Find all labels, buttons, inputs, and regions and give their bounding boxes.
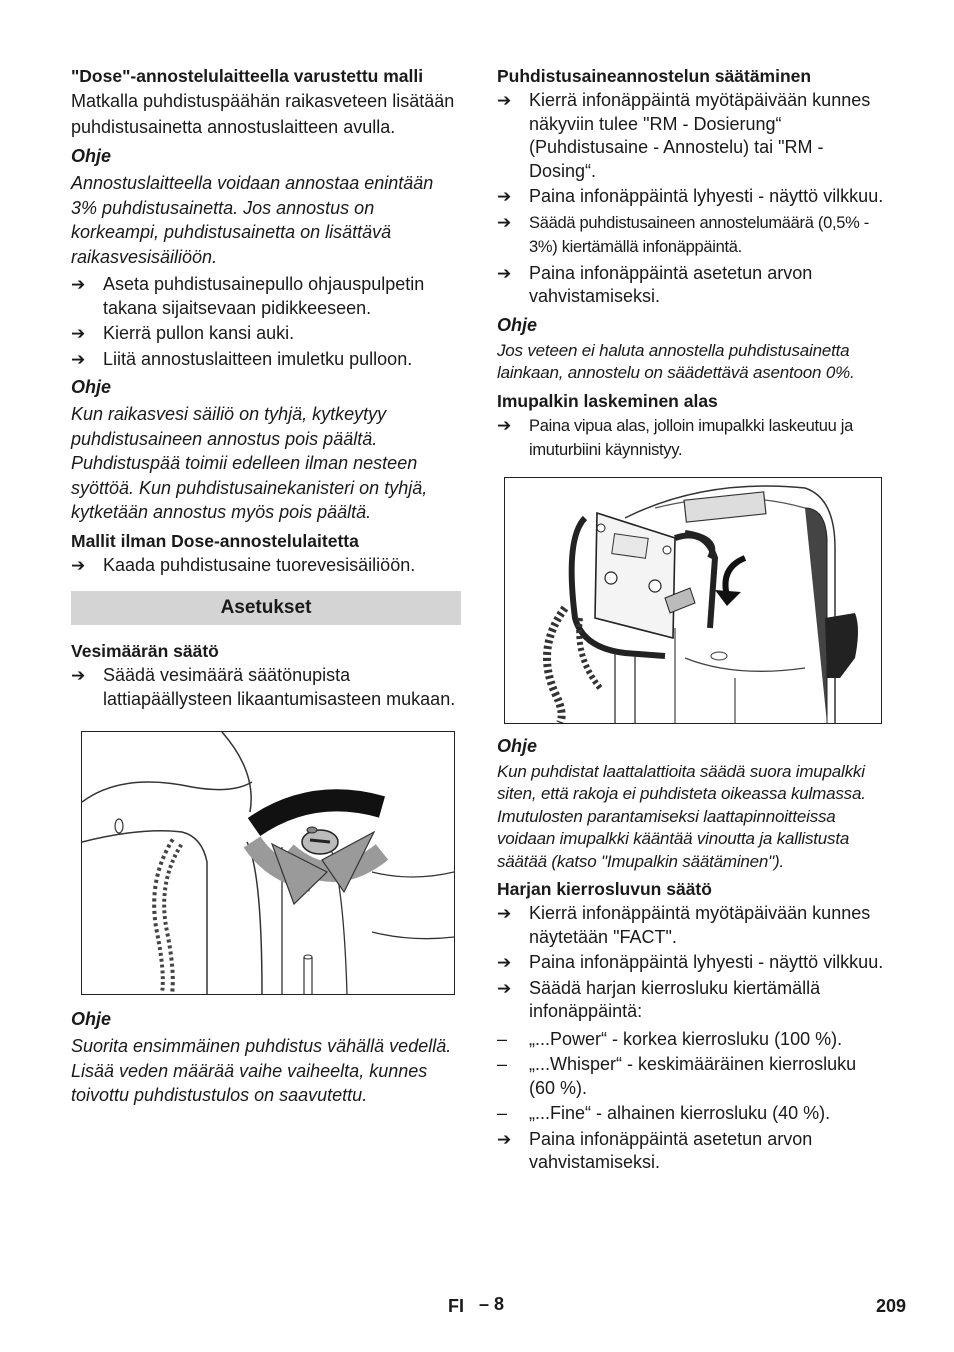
list-item: ➔ Paina infonäppäintä lyhyesti - näyttö vilkkuu.: [497, 185, 887, 209]
step-list: [497, 1128, 887, 1175]
left-column: [71, 64, 461, 1112]
note-label: Ohje: [71, 377, 112, 397]
no-dose-heading: Mallit ilman Dose-annostelulaitetta: [71, 530, 359, 551]
note-text: Annostuslaitteella voidaan annostaa enintään 3% puhdistusainetta. Jos annostus on korkeampi, puhdistusainetta on lisättävä raikasvesisäiliöön.: [71, 173, 434, 267]
brush-heading: Harjan kierrosluvun säätö: [497, 879, 712, 899]
arrow-icon: ➔: [497, 1129, 512, 1149]
arrow-icon: ➔: [71, 324, 86, 343]
dash-icon: –: [497, 1054, 508, 1074]
note-label: Ohje: [71, 146, 112, 166]
right-column: [497, 64, 887, 1179]
step-list: [71, 554, 461, 578]
list-item: ➔ Säädä harjan kierrosluku kiertämällä infonäppäintä:: [497, 977, 821, 1021]
arrow-icon: ➔: [497, 904, 512, 923]
note-label: Ohje: [497, 735, 538, 756]
arrow-icon: ➔: [71, 555, 86, 575]
arrow-icon: ➔: [497, 212, 511, 232]
footer-page-number: 209: [876, 1296, 907, 1316]
section-title: Asetukset: [71, 591, 461, 625]
list-item: – „...Whisper“ - keskimääräinen kierrosluku (60 %).: [497, 1054, 857, 1098]
arrow-icon: ➔: [71, 275, 86, 294]
arrow-icon: ➔: [497, 187, 512, 206]
list-item: ➔ Paina infonäppäintä lyhyesti - näyttö vilkkuu.: [497, 951, 887, 975]
dosing-heading: Puhdistusaineannostelun säätäminen: [497, 66, 812, 86]
dose-text: Matkalla puhdistuspäähän raikasveteen lisätään puhdistusainetta annostuslaitteen avulla.: [71, 91, 455, 137]
arrow-icon: ➔: [497, 91, 512, 110]
step-list: [497, 89, 887, 309]
step-list: [71, 273, 461, 371]
list-item: ➔ Paina infonäppäintä asetetun arvon vahvistamiseksi.: [497, 262, 813, 306]
arrow-icon: ➔: [497, 415, 511, 435]
list-item: ➔ Liitä annostuslaitteen imuletku pulloon.: [71, 348, 461, 372]
note-text: Jos veteen ei haluta annostella puhdistusainetta lainkaan, annostelu on säädettävä asentoon 0%.: [497, 340, 855, 382]
list-item: ➔ Kierrä infonäppäintä myötäpäivään kunnes näkyviin tulee "RM - Dosierung“ (Puhdistusaine - Annostelu) tai "RM - Dosing“.: [497, 90, 871, 181]
list-item: ➔ Kierrä infonäppäintä myötäpäivään kunnes näytetään "FACT".: [497, 903, 871, 947]
note-text: Imutulosten parantamiseksi laattapinnoitteissa voidaan imupalkki kääntää vinoutta ja kallistusta säätää (katso "Imupalkin säätäminen").: [497, 806, 850, 871]
footer-language: FI: [448, 1296, 464, 1316]
arrow-icon: ➔: [71, 666, 86, 685]
step-list: [497, 414, 887, 463]
list-item: ➔ Paina infonäppäintä asetetun arvon vahvistamiseksi.: [497, 1128, 813, 1172]
machine-control-panel-illustration: [504, 477, 882, 724]
footer-local-page: – 8: [479, 1294, 505, 1314]
list-item: ➔ Säädä vesimäärä säätönupista lattiapäällysteen likaantumisasteen mukaan.: [71, 665, 456, 709]
squeegee-heading: Imupalkin laskeminen alas: [497, 390, 718, 411]
arrow-icon: ➔: [497, 953, 512, 972]
note-text: Suorita ensimmäinen puhdistus vähällä vedellä. Lisää veden määrää vaihe vaiheelta, kunnes toivottu puhdistustulos on saavutettu.: [71, 1036, 452, 1105]
list-item: ➔ Kierrä pullon kansi auki.: [71, 322, 461, 346]
water-knob-illustration: [81, 731, 455, 995]
note-label: Ohje: [497, 314, 538, 335]
note-text: Kun raikasvesi säiliö on tyhjä, kytkeytyy puhdistusaineen annostus pois päältä. Puhdistuspää toimii edelleen ilman nesteen syöttöä. Kun puhdistusainekanisteri on tyhjä, kytketään annostus myös pois päältä.: [71, 404, 428, 522]
list-item: ➔ Kaada puhdistusaine tuorevesisäiliöön.: [71, 554, 461, 578]
list-item: – „...Power“ - korkea kierrosluku (100 %).: [497, 1028, 887, 1052]
list-item: – „...Fine“ - alhainen kierrosluku (40 %).: [497, 1102, 887, 1126]
dash-icon: –: [497, 1103, 508, 1123]
note-text: Kun puhdistat laattalattioita säädä suora imupalkki siten, että rakoja ei puhdisteta oikeassa kulmassa.: [497, 761, 866, 803]
list-item: ➔ Säädä puhdistusaineen annostelumäärä (0,5% - 3%) kiertämällä infonäppäintä.: [497, 212, 869, 256]
step-list: [71, 664, 461, 711]
list-item: ➔ Aseta puhdistusainepullo ohjauspulpetin takana sijaitsevaan pidikkeeseen.: [71, 274, 425, 318]
dash-icon: –: [497, 1028, 508, 1049]
list-item: ➔ Paina vipua alas, jolloin imupalkki laskeutuu ja imuturbiini käynnistyy.: [497, 415, 854, 459]
water-heading: Vesimäärän säätö: [71, 641, 219, 661]
option-list: [497, 1028, 887, 1126]
dose-heading: "Dose"-annostelulaitteella varustettu malli: [71, 66, 424, 86]
step-list: [497, 902, 887, 1024]
arrow-icon: ➔: [497, 978, 512, 998]
arrow-icon: ➔: [497, 263, 512, 283]
arrow-icon: ➔: [71, 349, 86, 369]
note-label: Ohje: [71, 1009, 112, 1029]
